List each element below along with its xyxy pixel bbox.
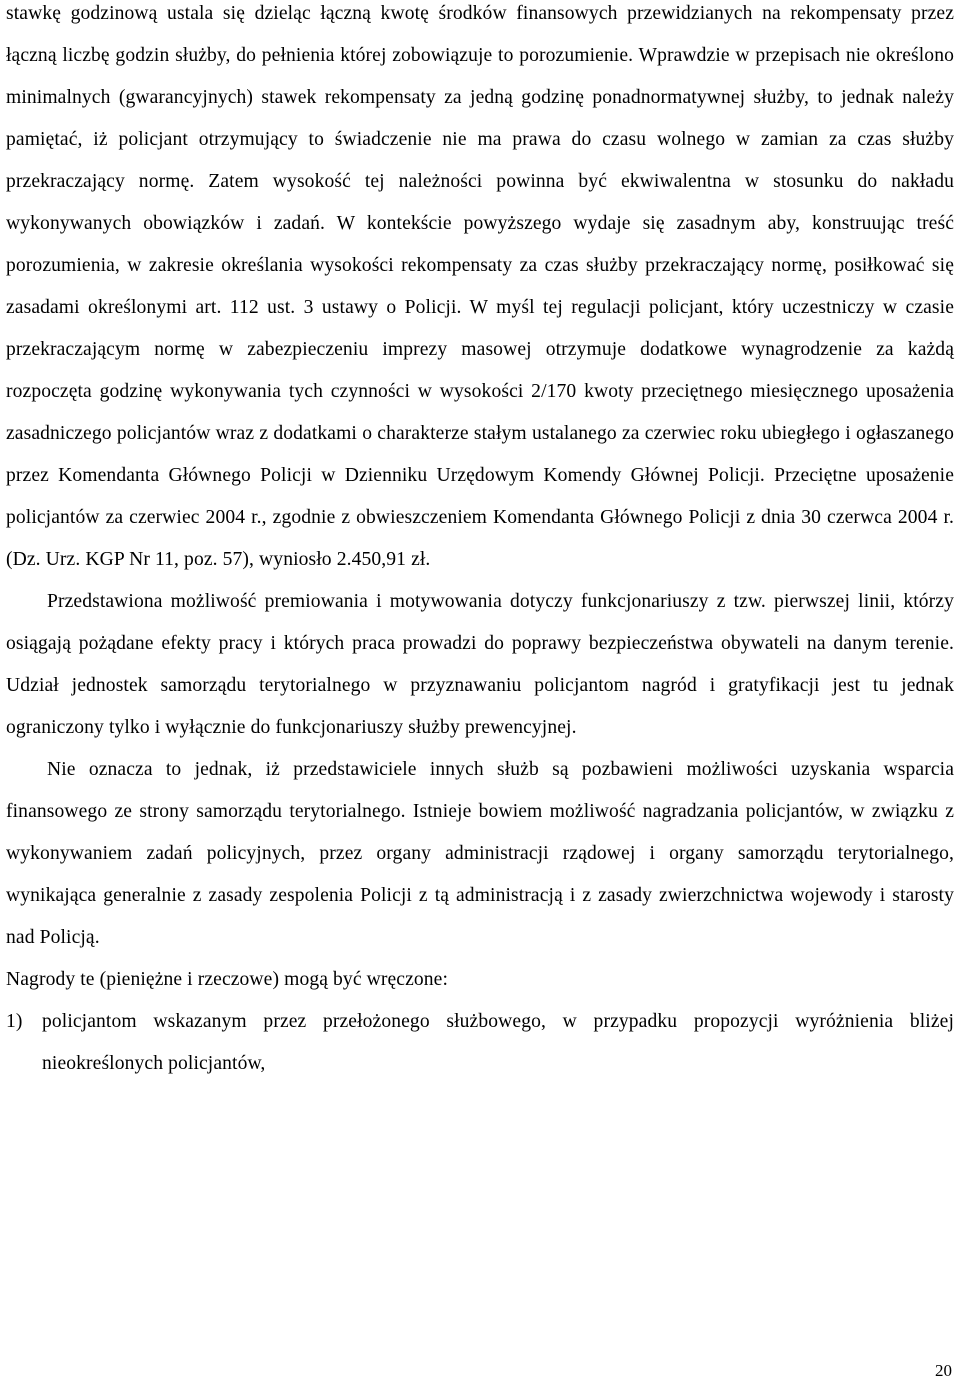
paragraph-nagrody-intro: Nagrody te (pieniężne i rzeczowe) mogą być wręczone: — [6, 969, 449, 990]
paragraph-wsparcie: Nie oznacza to jednak, iż przedstawiciele innych służb są pozbawieni możliwości uzyskania wsparcia finansowego ze strony samorządu terytorialnego. Istnieje bowiem możliwość nagradzania policjantów, w związku z wykonywaniem zadań policyjnych, przez organy administracji rządowej i organy samorządu terytorialnego, wynikająca generalnie z zasady zespolenia Policji z tą administracją i z zasady zwierzchnictwa wojewody i starosty nad Policją. — [6, 759, 954, 948]
list-item-text: policjantom wskazanym przez przełożonego służbowego, w przypadku propozycji wyróżnienia bliżej nieokreślonych policjantów, — [42, 1011, 954, 1074]
paragraph-premiowanie: Przedstawiona możliwość premiowania i motywowania dotyczy funkcjonariuszy z tzw. pierwszej linii, którzy osiągają pożądane efekty pracy i których praca prowadzi do poprawy bezpieczeństwa obywateli na danym terenie. Udział jednostek samorządu terytorialnego w przyznawaniu policjantom nagród i gratyfikacji jest tu jednak ograniczony tylko i wyłącznie do funkcjonariuszy służby prewencyjnej. — [6, 591, 954, 738]
page-number: 20 — [935, 1361, 952, 1380]
paragraph-rekompensaty: stawkę godzinową ustala się dzieląc łączną kwotę środków finansowych przewidzianych na rekompensaty przez łączną liczbę godzin służby, do pełnienia której zobowiązuje to porozumienie. Wprawdzie w przepisach nie określono minimalnych (gwarancyjnych) stawek rekompensaty za jedną godzinę ponadnormatywnej służby, to jednak należy pamiętać, iż policjant otrzymujący to świadczenie nie ma prawa do czasu wolnego w zamian za czas służby przekraczający normę. Zatem wysokość tej należności powinna być ekwiwalentna w stosunku do nakładu wykonywanych obowiązków i zadań. W kontekście powyższego wydaje się zasadnym aby, konstruując treść porozumienia, w zakresie określania wysokości rekompensaty za czas służby przekraczający normę, posiłkować się zasadami określonymi art. 112 ust. 3 ustawy o Policji. W myśl tej regulacji policjant, który uczestniczy w czasie przekraczającym normę w zabezpieczeniu imprezy masowej otrzymuje dodatkowe wynagrodzenie za każdą rozpoczęta godzinę wykonywania tych czynności w wysokości 2/170 kwoty przeciętnego miesięcznego uposażenia zasadniczego policjantów wraz z dodatkami o charakterze stałym ustalanego za czerwiec roku ubiegłego i ogłaszanego przez Komendanta Głównego Policji w Dzienniku Urzędowym Komendy Głównej Policji. Przeciętne uposażenie policjantów za czerwiec 2004 r., zgodnie z obwieszczeniem Komendanta Głównego Policji z dnia 30 czerwca 2004 r. (Dz. Urz. KGP Nr 11, poz. 57), wyniosło 2.450,91 zł. — [6, 3, 954, 570]
list-item — [6, 1001, 954, 1085]
list-item-number: 1) — [6, 1011, 23, 1032]
document-page — [6, 0, 954, 1085]
